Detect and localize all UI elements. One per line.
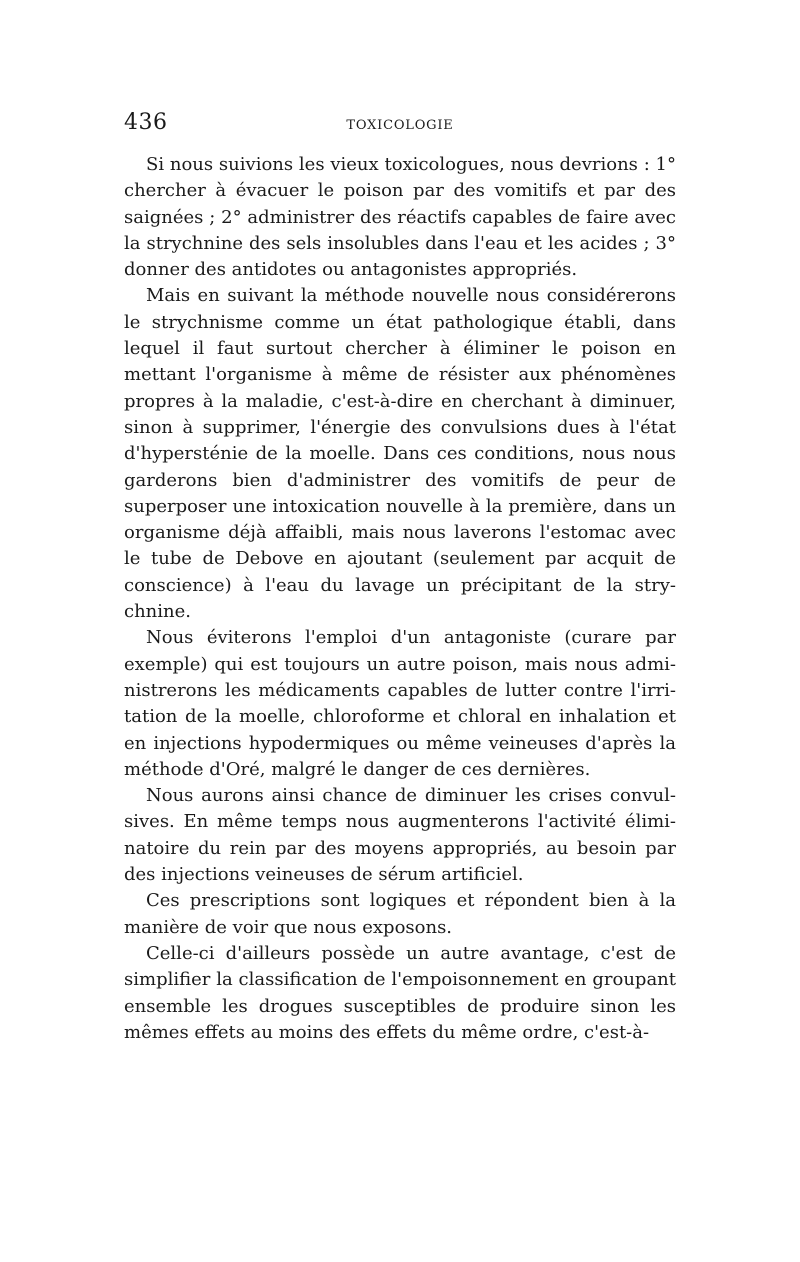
- paragraph-toxicologues: Si nous suivions les vieux toxicologues, nous devrions : 1° chercher à évacuer le poison par des vomitifs et par des saignées ; 2° administrer des réactifs capables de faire avec la strychnine des sels insolubles dans l'eau et les acides ; 3° donner des antidotes ou antagonistes appropriés.: [124, 154, 676, 281]
- paragraph-antagoniste: Nous éviterons l'emploi d'un antagoniste (curare par exemple) qui est toujours un autre poison, mais nous admi-nistrerons les médicaments capables de lutter contre l'irri-tation de la moelle, chloroforme et chloral en inhalation et en injections hypodermiques ou même veineuses d'après la méthode d'Oré, malgré le danger de ces dernières.: [124, 627, 676, 780]
- paragraph-crises: Nous aurons ainsi chance de diminuer les crises convul-sives. En même temps nous augmenterons l'activité élimi-natoire du rein par des moyens appropriés, au besoin par des injections veineuses de sérum artificiel.: [124, 785, 676, 886]
- page-number: 436: [124, 110, 168, 135]
- running-head: TOXICOLOGIE: [346, 118, 454, 133]
- paragraph-classification: Celle-ci d'ailleurs possède un autre avantage, c'est de simplifier la classification de l'empoisonnement en groupant ensemble les drogues susceptibles de produire sinon les mêmes effets au moins des effets du même ordre, c'est-à-: [124, 942, 676, 1043]
- page-header: [124, 110, 676, 144]
- paragraph-prescriptions: Ces prescriptions sont logiques et répondent bien à la manière de voir que nous exposons.: [124, 890, 676, 938]
- body-text: [124, 152, 676, 1046]
- paragraph-methode-nouvelle: Mais en suivant la méthode nouvelle nous considérerons le strychnisme comme un état pathologique établi, dans lequel il faut surtout chercher à éliminer le poison en mettant l'organisme à même de résister aux phénomènes propres à la maladie, c'est-à-dire en cherchant à diminuer, sinon à supprimer, l'énergie des convulsions dues à l'état d'hypersténie de la moelle. Dans ces conditions, nous nous garderons bien d'administrer des vomitifs de peur de superposer une intoxication nouvelle à la première, dans un organisme déjà affaibli, mais nous laverons l'estomac avec le tube de Debove en ajoutant (seulement par acquit de conscience) à l'eau du lavage un précipitant de la stry-chnine.: [124, 285, 676, 623]
